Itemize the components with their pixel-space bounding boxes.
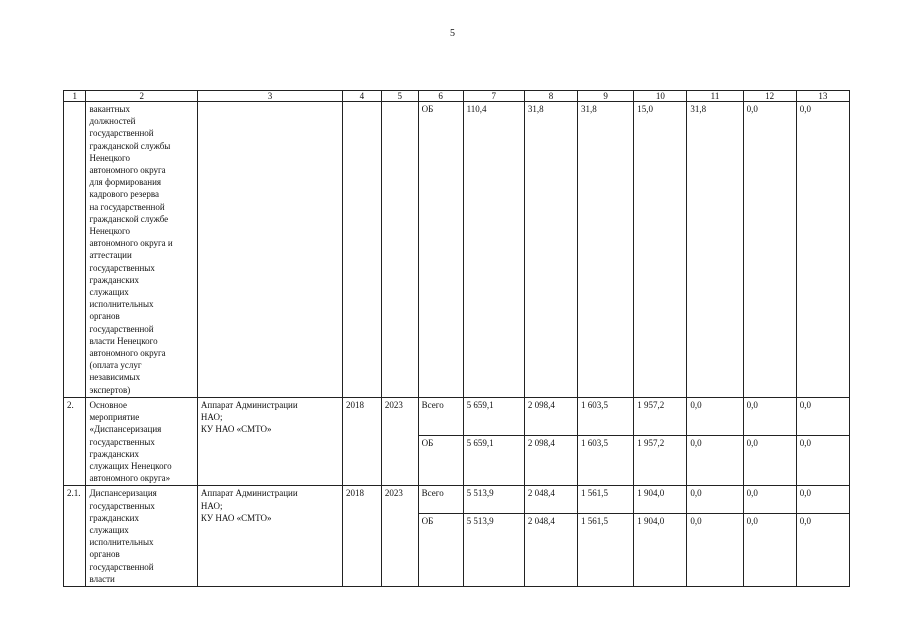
amount-cell: 0,0 — [687, 398, 743, 436]
amount-cell: 31,8 — [687, 102, 743, 398]
activity-name-line: государственной — [89, 128, 154, 139]
executor-cell — [197, 486, 342, 587]
activity-name-line: автономного округа — [89, 348, 166, 359]
amount-cell: 0,0 — [796, 486, 849, 514]
amount-cell: 1 957,2 — [634, 435, 687, 486]
activity-name-cell — [86, 398, 197, 486]
year-end-cell: 2023 — [381, 398, 418, 486]
column-header: 13 — [796, 91, 849, 102]
amount-cell: 1 904,0 — [634, 486, 687, 514]
activity-name-line: исполнительных — [89, 299, 154, 310]
amount-cell: 1 957,2 — [634, 398, 687, 436]
executor-line: НАО; — [200, 412, 223, 423]
amount-cell: 1 904,0 — [634, 514, 687, 587]
amount-cell: 110,4 — [463, 102, 524, 398]
column-header: 7 — [463, 91, 524, 102]
amount-cell: 5 659,1 — [463, 435, 524, 486]
activity-name-cell — [86, 486, 197, 587]
activity-name-line: служащих — [89, 525, 129, 536]
amount-cell: 0,0 — [687, 514, 743, 587]
amount-cell: 0,0 — [743, 514, 796, 587]
activity-name-line: органов — [89, 311, 120, 322]
column-header: 11 — [687, 91, 743, 102]
amount-cell: 5 659,1 — [463, 398, 524, 436]
executor-line: КУ НАО «СМТО» — [200, 424, 272, 435]
activity-name-line: вакантных — [89, 104, 130, 114]
activity-name-line: государственных — [89, 262, 155, 273]
table-body — [64, 91, 850, 587]
activity-name-line: (оплата услуг — [89, 360, 142, 371]
funding-source-cell: ОБ — [418, 102, 463, 398]
executor-cell — [197, 398, 342, 486]
activity-name-line: гражданской службе — [89, 213, 169, 224]
activity-name-line: власти — [89, 573, 115, 584]
activity-name-line: исполнительных — [89, 537, 154, 548]
activity-name-line: органов — [89, 549, 120, 560]
activity-name-line: Ненецкого — [89, 226, 130, 237]
activity-name-line: Основное — [89, 400, 127, 410]
amount-cell: 0,0 — [687, 486, 743, 514]
amount-cell: 0,0 — [796, 398, 849, 436]
executor-line: КУ НАО «СМТО» — [200, 512, 272, 523]
activity-name-line: служащих — [89, 287, 129, 298]
row-number-cell: 2. — [64, 398, 86, 486]
amount-cell: 2 098,4 — [524, 398, 577, 436]
executor-line: Аппарат Администрации — [200, 488, 298, 499]
amount-cell: 31,8 — [578, 102, 634, 398]
column-header: 3 — [197, 91, 342, 102]
activity-name-line: Диспансеризация — [89, 488, 157, 499]
column-header: 5 — [381, 91, 418, 102]
activity-name-line: «Диспансеризация — [89, 424, 162, 435]
table-row — [64, 102, 850, 398]
budget-table — [63, 90, 850, 587]
activity-name-line: Ненецкого — [89, 152, 130, 163]
amount-cell: 0,0 — [743, 102, 796, 398]
activity-name-line: государственных — [89, 436, 155, 447]
amount-cell: 2 098,4 — [524, 435, 577, 486]
amount-cell: 0,0 — [743, 435, 796, 486]
activity-name-line: на государственной — [89, 201, 165, 212]
column-header: 9 — [578, 91, 634, 102]
activity-name-line: гражданских — [89, 274, 139, 285]
amount-cell: 2 048,4 — [524, 486, 577, 514]
activity-name-cell — [86, 102, 197, 398]
amount-cell: 5 513,9 — [463, 514, 524, 587]
executor-line: Аппарат Администрации — [200, 400, 298, 410]
amount-cell: 0,0 — [687, 435, 743, 486]
row-number-cell: 2.1. — [64, 486, 86, 587]
funding-source-cell: Всего — [418, 398, 463, 436]
amount-cell: 2 048,4 — [524, 514, 577, 587]
funding-source-cell: Всего — [418, 486, 463, 514]
executor-line: НАО; — [200, 500, 223, 511]
funding-source-cell: ОБ — [418, 435, 463, 486]
year-end-cell — [381, 102, 418, 398]
activity-name-line: государственной — [89, 323, 154, 334]
executor-cell — [197, 102, 342, 398]
year-start-cell: 2018 — [343, 398, 382, 486]
activity-name-line: гражданской службы — [89, 140, 171, 151]
amount-cell: 0,0 — [743, 486, 796, 514]
funding-source-cell: ОБ — [418, 514, 463, 587]
row-number-cell — [64, 102, 86, 398]
activity-name-line: кадрового резерва — [89, 189, 159, 200]
activity-name-line: экспертов) — [89, 384, 131, 395]
amount-cell: 0,0 — [796, 102, 849, 398]
activity-name-line: для формирования — [89, 177, 162, 188]
column-header: 10 — [634, 91, 687, 102]
activity-name-line: государственных — [89, 500, 155, 511]
activity-name-line: должностей — [89, 116, 136, 127]
amount-cell: 0,0 — [796, 514, 849, 587]
column-header: 1 — [64, 91, 86, 102]
amount-cell: 5 513,9 — [463, 486, 524, 514]
activity-name-line: независимых — [89, 372, 141, 383]
header-row — [64, 91, 850, 102]
year-end-cell: 2023 — [381, 486, 418, 587]
activity-name-line: служащих Ненецкого — [89, 461, 172, 472]
column-header: 12 — [743, 91, 796, 102]
amount-cell: 15,0 — [634, 102, 687, 398]
amount-cell: 0,0 — [743, 398, 796, 436]
amount-cell: 1 561,5 — [578, 486, 634, 514]
amount-cell: 1 603,5 — [578, 435, 634, 486]
activity-name-line: автономного округа и — [89, 238, 173, 249]
table-row — [64, 398, 850, 436]
table-row — [64, 486, 850, 514]
column-header: 6 — [418, 91, 463, 102]
activity-name-line: автономного округа — [89, 165, 166, 176]
activity-name-line: аттестации — [89, 250, 132, 261]
activity-name-line: автономного округа» — [89, 473, 171, 484]
activity-name-line: власти Ненецкого — [89, 335, 158, 346]
page-number: 5 — [450, 28, 455, 39]
column-header: 4 — [343, 91, 382, 102]
amount-cell: 1 603,5 — [578, 398, 634, 436]
year-start-cell: 2018 — [343, 486, 382, 587]
amount-cell: 31,8 — [524, 102, 577, 398]
amount-cell: 1 561,5 — [578, 514, 634, 587]
amount-cell: 0,0 — [796, 435, 849, 486]
column-header: 8 — [524, 91, 577, 102]
column-header: 2 — [86, 91, 197, 102]
activity-name-line: гражданских — [89, 512, 139, 523]
activity-name-line: мероприятие — [89, 412, 140, 423]
activity-name-line: гражданских — [89, 448, 139, 459]
activity-name-line: государственной — [89, 561, 154, 572]
year-start-cell — [343, 102, 382, 398]
